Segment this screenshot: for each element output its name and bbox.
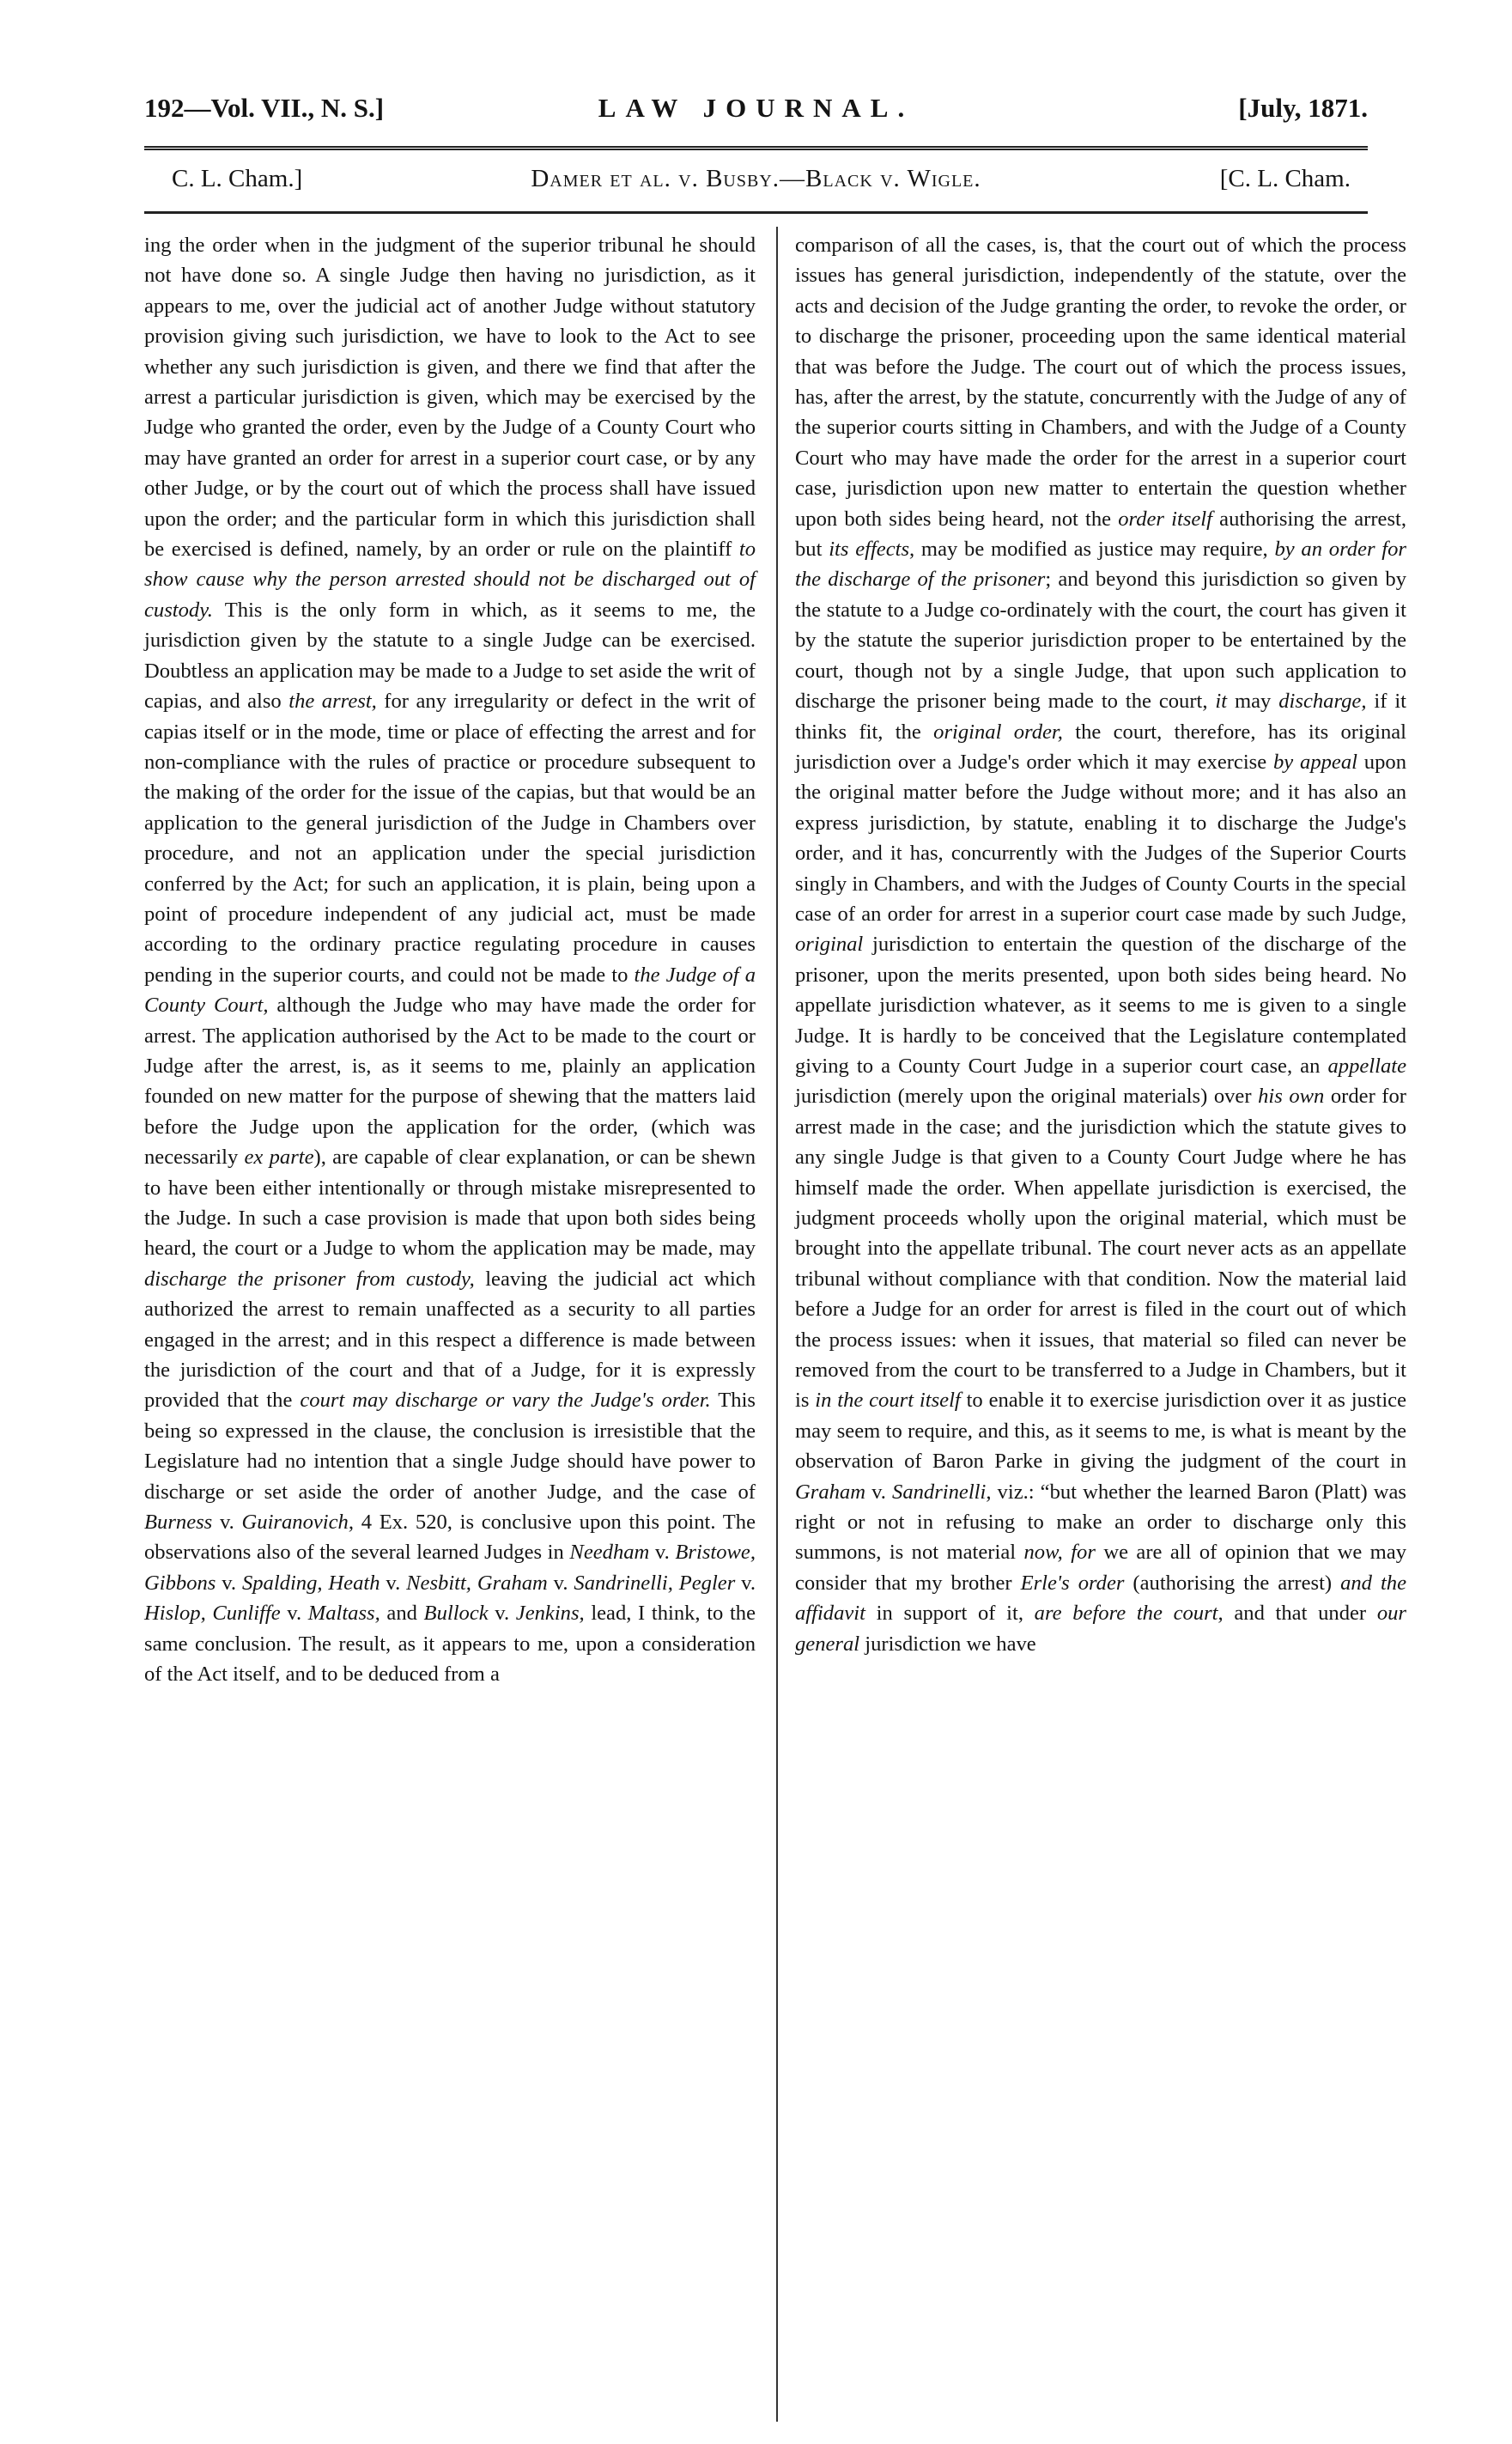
header-double-rule [144, 146, 1368, 154]
column-divider [776, 227, 778, 2422]
right-column-run: discharge, [1278, 690, 1367, 714]
right-column-run: if it thinks fit, the [795, 690, 1406, 744]
right-column-run: authorising the arrest, but [795, 507, 1406, 562]
right-column-run: Erle's order [1020, 1571, 1125, 1595]
case-header [144, 165, 1368, 203]
left-column-text [144, 230, 756, 1690]
left-column-run: Jenkins, [515, 1602, 585, 1626]
left-column-run: Guiranovich, [241, 1511, 354, 1535]
left-column-run: v. [280, 1602, 308, 1626]
right-column-run: his own [1258, 1085, 1325, 1109]
right-column-run: appellate [1327, 1054, 1406, 1078]
right-column-run: comparison of all the cases, is, that the court out of which the process issues has general jurisdiction, independently of the statute, over the acts and decision of the Judge granting the order, to revoke the order, or to discharge the prisoner, proceeding upon the same identical material that was before the Judge. The court out of which the process issues, has, after the arrest, by the statute, concurrently with the Judge of any of the superior courts sitting in Chambers, and with the Judge of a County Court who may have made the order for the arrest in a superior court case, jurisdiction upon new matter to entertain the question whether upon both sides being heard, not the [795, 234, 1406, 531]
right-column-run: its effects, [829, 538, 915, 562]
left-column-run: v. [735, 1571, 756, 1595]
right-column-run: it [1215, 690, 1228, 714]
right-column-run: original [795, 933, 864, 957]
right-column [795, 230, 1406, 1659]
right-column-run: by appeal [1273, 750, 1357, 774]
left-column-run: ex parte [244, 1146, 314, 1170]
left-column-run: v. [488, 1602, 516, 1626]
right-column-run: Graham [795, 1480, 865, 1504]
right-column-run: ; and beyond this jurisdiction so given by the statute to a Judge co-ordinately with the court, the court has given it by the statute the superior jurisdiction proper to be entertained by the court, though not by a single Judge, that upon such application to discharge the prisoner being made to the court, [795, 568, 1406, 714]
left-column [144, 230, 756, 1690]
right-column-run: are before the court, [1034, 1602, 1224, 1626]
right-column-run: viz.: “but whether the learned Baron (Platt) was right or not in refusing to make an order to discharge only this summons, is not material [795, 1480, 1406, 1565]
left-column-run: v. [216, 1571, 242, 1595]
left-column-run: Nesbitt, Graham [406, 1571, 548, 1595]
left-column-run: v. [212, 1511, 242, 1535]
court-label-right: [C. L. Cham. [1219, 165, 1351, 192]
right-column-run: our general [795, 1602, 1406, 1656]
left-column-run: v. [649, 1541, 676, 1565]
left-column-run: lead, I think, to the same conclusion. The result, as it appears to me, upon a consideration of the Act itself, and to be deduced from a [144, 1602, 756, 1687]
left-column-run: and [380, 1602, 424, 1626]
left-column-run: Needham [569, 1541, 650, 1565]
right-column-run: jurisdiction we have [859, 1632, 1036, 1656]
left-column-run: ing the order when in the judgment of the superior tribunal he should not have done so. A single Judge then having no jurisdiction, as it appears to me, over the judicial act of another Judge without statutory provision giving such jurisdiction, we have to look to the Act to see whether any such jurisdiction is given, and there we find that after the arrest a particular jurisdiction is given, which may be exercised by the Judge who granted the order, even by the Judge of a County Court who may have granted an order for arrest in a superior court case, or by any other Judge, or by the court out of which the process shall have issued upon the order; and the particular form in which this jurisdiction shall be exercised is defined, namely, by an order or rule on the plaintiff [144, 234, 756, 562]
right-column-run: Sandrinelli, [892, 1480, 992, 1504]
left-column-run: Bristowe, Gibbons [144, 1541, 756, 1595]
right-column-run: order itself [1118, 507, 1212, 531]
left-column-run: Maltass, [307, 1602, 380, 1626]
left-column-run: discharge the prisoner from custody, [144, 1267, 475, 1291]
left-column-run: Bullock [423, 1602, 489, 1626]
left-column-run: This being so expressed in the clause, the conclusion is irresistible that the Legislature had no intention that a single Judge should have power to discharge or set aside the order of another Judge, and the case of [144, 1389, 756, 1504]
right-column-run: by an order for the discharge of the prisoner [795, 538, 1406, 592]
left-column-run: the arrest, [288, 690, 377, 714]
left-column-run: v. [380, 1571, 407, 1595]
right-column-run: original order, [933, 720, 1063, 744]
right-column-text [795, 230, 1406, 1659]
right-column-run: and the affidavit [795, 1571, 1406, 1626]
right-column-run: in the court itself [815, 1389, 961, 1413]
left-column-run: Burness [144, 1511, 213, 1535]
header-journal-title: LAW JOURNAL. [598, 93, 914, 123]
left-column-run: although the Judge who may have made the order for arrest. The application authorised by the Act to be made to the court or Judge after the arrest, is, as it seems to me, plainly an application founded on new matter for the purpose of shewing that the matters laid before the Judge upon the application for the order, (which was necessarily [144, 994, 756, 1170]
right-column-run: in support of it, [865, 1602, 1035, 1626]
running-header [144, 93, 1368, 134]
right-column-run: may be modified as justice may require, [914, 538, 1275, 562]
left-column-run: Sandrinelli, Pegler [574, 1571, 736, 1595]
right-column-run: to enable it to exercise jurisdiction over it as justice may seem to require, and this, as it seems to me, is what is meant by the observation of Baron Parke in giving the judgment of the court in [795, 1389, 1406, 1474]
header-date: [July, 1871. [1238, 93, 1368, 123]
left-column-run: for any irregularity or defect in the writ of capias itself or in the mode, time or place of effecting the arrest and for non-compliance with the rules of practice or procedure subsequent to the making of the order for the issue of the capias, but that would be an application to the general jurisdiction of the Judge in Chambers over procedure, and not an application under the special jurisdiction conferred by the Act; for such an application, it is plain, being upon a point of procedure independent of any judicial act, must be made according to the ordinary practice regulating procedure in causes pending in the superior courts, and could not be made to [144, 690, 756, 987]
left-column-run: 4 Ex. 520, is conclusive upon this point. The observations also of the several learned Judges in [144, 1511, 756, 1565]
right-column-run: (authorising the arrest) [1124, 1571, 1341, 1595]
header-volume: 192—Vol. VII., N. S.] [144, 93, 385, 123]
right-column-run: now, for [1023, 1541, 1096, 1565]
left-column-run: to show cause why the person arrested should not be discharged out of custody. [144, 538, 756, 622]
left-column-run: court may discharge or vary the Judge's order. [300, 1389, 711, 1413]
left-column-run: v. [547, 1571, 574, 1595]
case-title: Damer et al. v. Busby.—Black v. Wigle. [531, 165, 981, 192]
left-column-run: the Judge of a County Court, [144, 963, 756, 1018]
right-column-run: we are all of opinion that we may consider that my brother [795, 1541, 1407, 1595]
court-label-left: C. L. Cham.] [172, 165, 303, 192]
left-column-run: Spalding, Heath [241, 1571, 380, 1595]
right-column-run: order for arrest made in the case; and the jurisdiction which the statute gives to any single Judge is that given to a County Court Judge where he has himself made the order. When appellate jurisdiction is exercised, the judgment proceeds wholly upon the original material, which must be brought into the appellate tribunal. The court never acts as an appellate tribunal without compliance with that condition. Now the material laid before a Judge for an order for arrest is filed in the court out of which the process issues: when it issues, that material so filed can never be removed from the court to be transferred to a Judge in Chambers, but it is [795, 1085, 1406, 1413]
left-column-run: ), are capable of clear explanation, or can be shewn to have been either intentionally or through mistake misrepresented to the Judge. In such a case provision is made that upon both sides being heard, the court or a Judge to whom the application may be made, may [144, 1146, 756, 1261]
right-column-run: upon the original matter before the Judge without more; and it has also an express jurisdiction, by statute, enabling it to discharge the Judge's order, and it has, concurrently with the Judges of the Superior Courts singly in Chambers, and with the Judges of County Courts in the special case of an order for arrest in a superior court case made by such Judge, [795, 750, 1406, 926]
right-column-run: may [1227, 690, 1279, 714]
left-column-run: This is the only form in which, as it seems to me, the jurisdiction given by the statute to a single Judge can be exercised. Doubtless an application may be made to a Judge to set aside the writ of capias, and also [144, 598, 756, 714]
left-column-run: Hislop, Cunliffe [144, 1602, 281, 1626]
right-column-run: jurisdiction (merely upon the original materials) over [795, 1085, 1259, 1109]
case-header-rule [144, 211, 1368, 214]
right-column-run: jurisdiction to entertain the question of the discharge of the prisoner, upon the merits presented, upon both sides being heard. No appellate jurisdiction whatever, as it seems to me is given to a single Judge. It is hardly to be conceived that the Legislature contemplated giving to a County Court Judge in a superior court case, an [795, 933, 1406, 1078]
left-column-run: leaving the judicial act which authorized the arrest to remain unaffected as a security to all parties engaged in the arrest; and in this respect a difference is made between the jurisdiction of the court and that of a Judge, for it is expressly provided that the [144, 1267, 756, 1413]
right-column-run: the court, therefore, has its original jurisdiction over a Judge's order which it may exercise [795, 720, 1406, 774]
right-column-run: v. [865, 1480, 893, 1504]
right-column-run: and that under [1223, 1602, 1377, 1626]
